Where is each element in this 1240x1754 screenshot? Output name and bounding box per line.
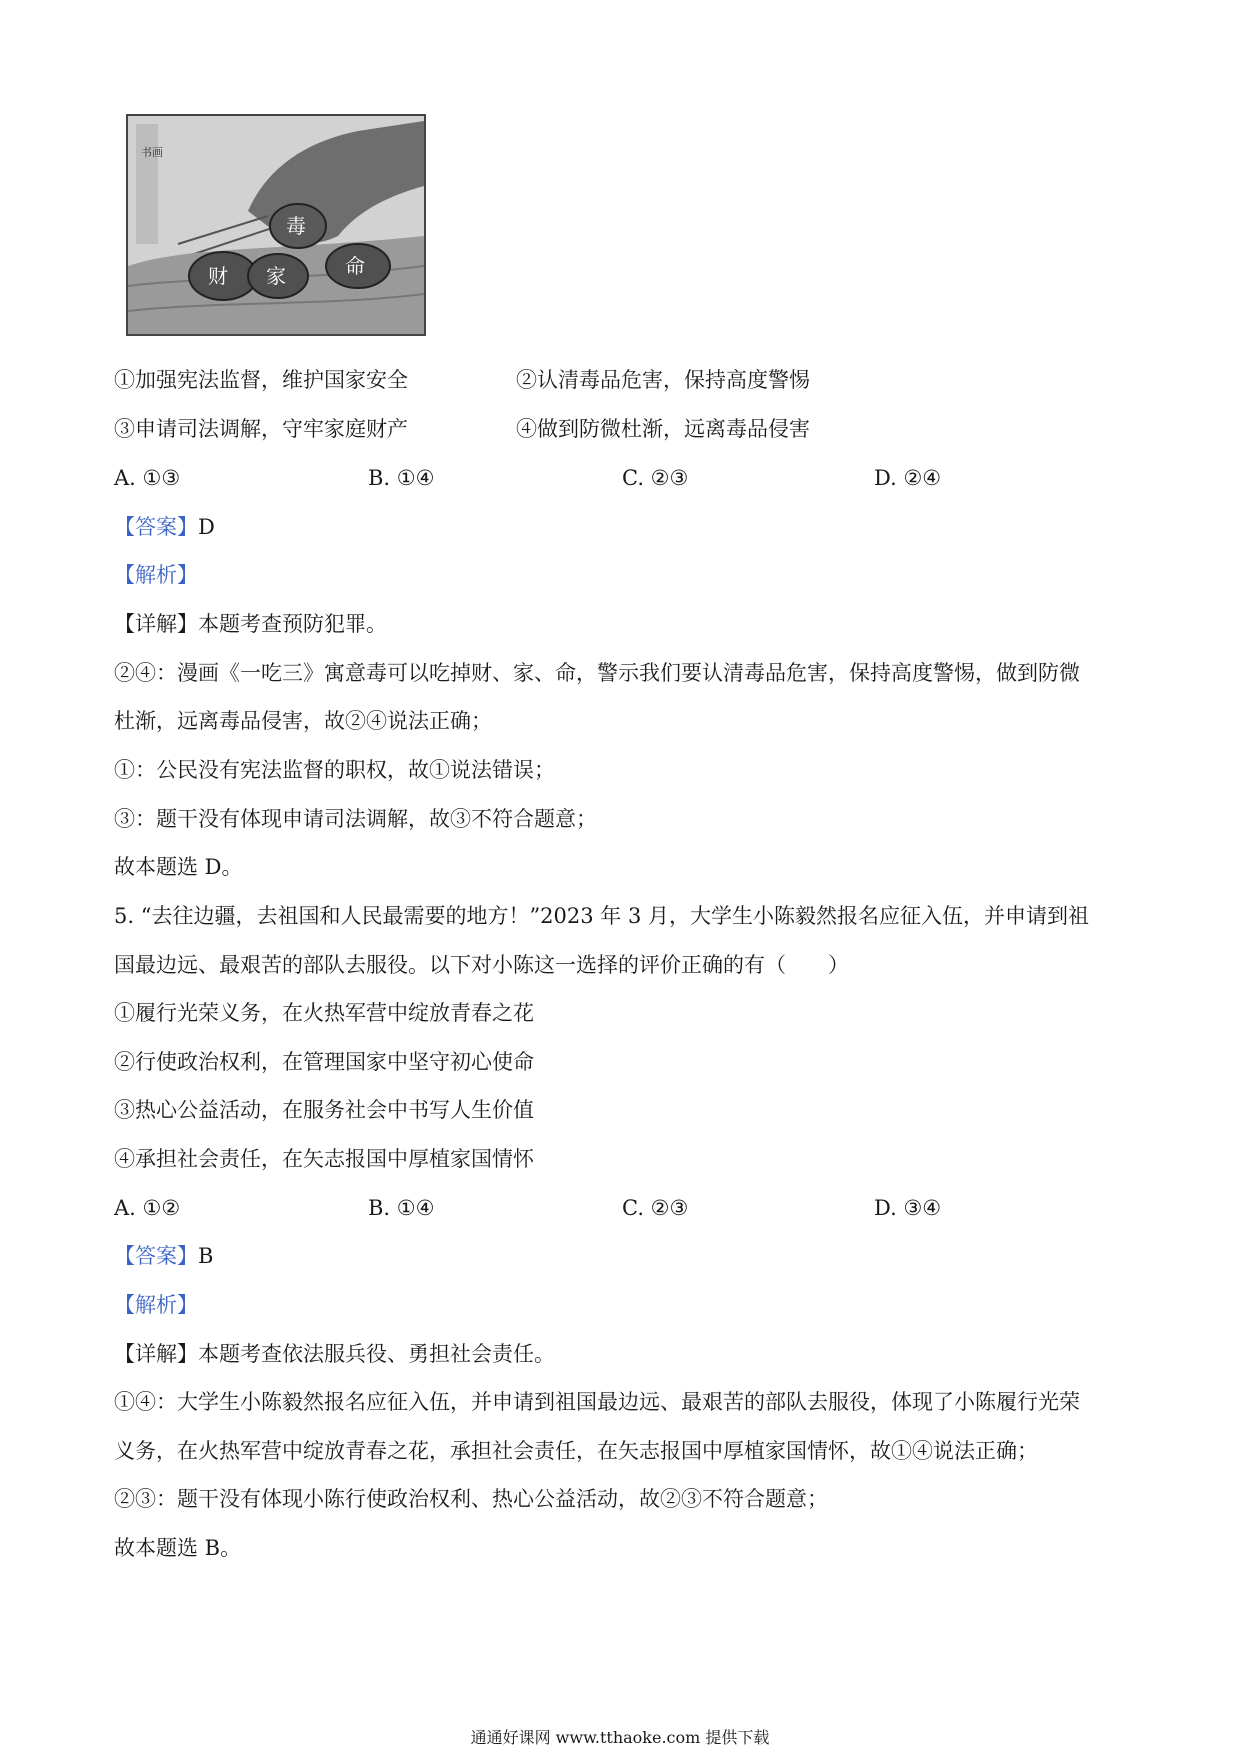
- q5-item-4: ④承担社会责任，在矢志报国中厚植家国情怀: [114, 1147, 534, 1171]
- q5-detail-label: 【详解】: [114, 1342, 198, 1366]
- cartoon-drawing: [128, 116, 424, 334]
- q4-detail-text: 本题考查预防犯罪。: [198, 612, 387, 636]
- q4-detail: [114, 609, 387, 639]
- q4-conclusion: 故本题选 D。: [114, 855, 243, 879]
- q5-stem-line-2: 国最边远、最艰苦的部队去服役。以下对小陈这一选择的评价正确的有（ ）: [114, 953, 849, 977]
- q4-option-d: D. ②④: [874, 466, 942, 490]
- q4-option-c: C. ②③: [622, 466, 689, 490]
- q5-explanation-line-3: ②③：题干没有体现小陈行使政治权利、热心公益活动，故②③不符合题意；: [114, 1487, 828, 1511]
- q4-answer: [114, 512, 215, 542]
- q5-explanation-line-1: ①④：大学生小陈毅然报名应征入伍，并申请到祖国最边远、最艰苦的部队去服役，体现了小陈履行光荣: [114, 1390, 1080, 1414]
- q5-detail: [114, 1339, 555, 1369]
- q4-item-2: ②认清毒品危害，保持高度警惕: [516, 368, 810, 392]
- q5-option-a: A. ①②: [114, 1196, 181, 1220]
- page-footer: 通通好课网 www.tthaoke.com 提供下载: [470, 1728, 770, 1747]
- svg-text:财: 财: [208, 264, 228, 288]
- q5-answer: [114, 1241, 213, 1271]
- svg-text:毒: 毒: [286, 214, 306, 238]
- chip-wealth: [189, 252, 257, 300]
- q5-stem-line-1: 5. “去往边疆，去祖国和人民最需要的地方！”2023 年 3 月，大学生小陈毅然报名应征入伍，并申请到祖: [114, 904, 1090, 928]
- q5-answer-label: 【答案】: [114, 1244, 198, 1268]
- cartoon-signature: 书画: [141, 146, 163, 159]
- q5-option-d: D. ③④: [874, 1196, 942, 1220]
- svg-text:家: 家: [266, 264, 286, 288]
- q4-answer-value: D: [198, 515, 215, 539]
- chip-family: [248, 254, 308, 298]
- q4-explanation-line-1: ②④：漫画《一吃三》寓意毒可以吃掉财、家、命，警示我们要认清毒品危害，保持高度警惕，做到防微: [114, 661, 1080, 685]
- q4-analysis-label: 【解析】: [114, 563, 198, 587]
- chip-poison: [270, 204, 326, 248]
- q4-option-a: A. ①③: [114, 466, 181, 490]
- q5-explanation-line-2: 义务，在火热军营中绽放青春之花，承担社会责任，在矢志报国中厚植家国情怀，故①④说法正确；: [114, 1439, 1038, 1463]
- q4-item-1: ①加强宪法监督，维护国家安全: [114, 368, 408, 392]
- q4-item-3: ③申请司法调解，守牢家庭财产: [114, 417, 408, 441]
- q4-item-4: ④做到防微杜渐，远离毒品侵害: [516, 417, 810, 441]
- q4-detail-label: 【详解】: [114, 612, 198, 636]
- q5-item-1: ①履行光荣义务，在火热军营中绽放青春之花: [114, 1001, 534, 1025]
- q5-analysis-label: 【解析】: [114, 1293, 198, 1317]
- q5-item-3: ③热心公益活动，在服务社会中书写人生价值: [114, 1098, 534, 1122]
- q5-detail-text: 本题考查依法服兵役、勇担社会责任。: [198, 1342, 555, 1366]
- q4-option-b: B. ①④: [368, 466, 435, 490]
- cartoon-image: [126, 114, 426, 336]
- q5-option-c: C. ②③: [622, 1196, 689, 1220]
- q5-option-b: B. ①④: [368, 1196, 435, 1220]
- q5-conclusion: 故本题选 B。: [114, 1536, 242, 1560]
- q5-answer-value: B: [198, 1244, 214, 1268]
- q4-answer-label: 【答案】: [114, 515, 198, 539]
- q4-explanation-line-3: ①：公民没有宪法监督的职权，故①说法错误；: [114, 758, 555, 782]
- chip-life: [326, 244, 390, 288]
- svg-text:命: 命: [345, 254, 365, 278]
- q4-explanation-line-4: ③：题干没有体现申请司法调解，故③不符合题意；: [114, 807, 597, 831]
- q5-item-2: ②行使政治权利，在管理国家中坚守初心使命: [114, 1050, 534, 1074]
- q4-explanation-line-2: 杜渐，远离毒品侵害，故②④说法正确；: [114, 709, 492, 733]
